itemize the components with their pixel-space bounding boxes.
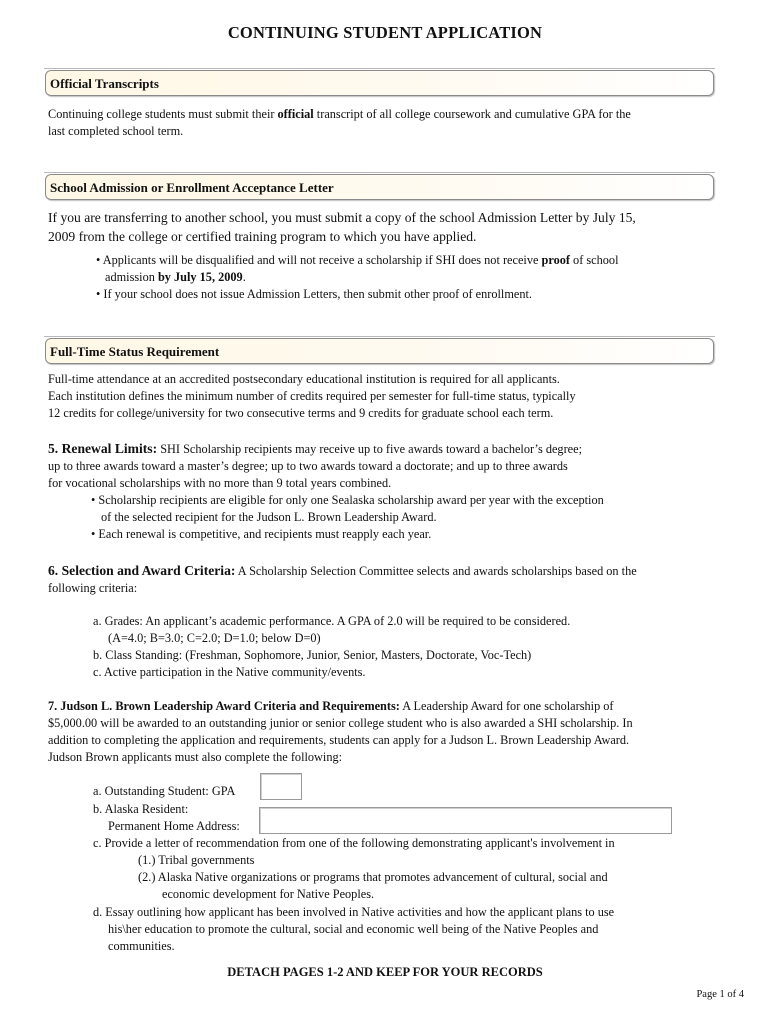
requirement-d: d. Essay outlining how applicant has been involved in Native activities and how the applicant plans to use — [93, 905, 615, 919]
selection-heading: 6. Selection and Award Criteria: — [48, 563, 236, 578]
section-header-admission — [45, 174, 714, 200]
section-heading: School Admission or Enrollment Acceptance Letter — [50, 180, 334, 195]
transcripts-paragraph: Continuing college students must submit their official transcript of all college coursework and cumulative GPA for the last completed school term. — [48, 107, 631, 138]
detach-note: DETACH PAGES 1-2 AND KEEP FOR YOUR RECORDS — [227, 965, 543, 979]
requirement-c: c. Provide a letter of recommendation from one of the following demonstrating applicant's involvement in — [93, 836, 615, 850]
section-heading: Full-Time Status Requirement — [50, 344, 220, 359]
page-number: Page 1 of 4 — [696, 989, 744, 1000]
requirement-c-2-cont: economic development for Native Peoples. — [162, 887, 375, 901]
criteria-c: c. Active participation in the Native community/events. — [93, 665, 366, 679]
section-header-transcripts — [45, 70, 714, 96]
gpa-label: a. Outstanding Student: GPA — [93, 784, 236, 798]
criteria-a-cont: (A=4.0; B=3.0; C=2.0; D=1.0; below D=0) — [108, 631, 321, 645]
judson-paragraph: 7. Judson L. Brown Leadership Award Criteria and Requirements: A Leadership Award for one scholarship of $5,000.00 will be awarded to an outstanding junior or senior college student who is also awarded a SHI scholarship. In addition to completing the application and requirements, students can apply for a Judson L. Brown Leadership Award. Judson Brown applicants must also complete the following: — [48, 699, 633, 764]
renewal-paragraph: 5. Renewal Limits: SHI Scholarship recipients may receive up to five awards toward a bachelor’s degree; up to three awards toward a master’s degree; up to two awards toward a doctorate; and up to three awards for vocational scholarships with no more than 9 total years combined. — [48, 441, 583, 490]
section-heading: Official Transcripts — [50, 76, 159, 91]
admission-bullet-1-cont: admission by July 15, 2009. — [105, 270, 246, 284]
criteria-a: a. Grades: An applicant’s academic performance. A GPA of 2.0 will be required to be considered. — [93, 614, 571, 628]
criteria-b: b. Class Standing: (Freshman, Sophomore, Junior, Senior, Masters, Doctorate, Voc-Tech) — [93, 648, 532, 662]
gpa-input[interactable] — [260, 773, 302, 800]
requirement-d-cont2: communities. — [108, 939, 175, 953]
admission-bullet-1: • Applicants will be disqualified and will not receive a scholarship if SHI does not receive proof of school — [96, 253, 619, 267]
fulltime-paragraph: Full-time attendance at an accredited postsecondary educational institution is required for all applicants. Each institution defines the minimum number of credits required per semester for full-time status, typically 12 credits for college/university for two consecutive terms and 9 credits for graduate school each term. — [48, 372, 576, 420]
judson-heading: 7. Judson L. Brown Leadership Award Criteria and Requirements: — [48, 699, 400, 713]
renewal-bullet-2: • Each renewal is competitive, and recipients must reapply each year. — [91, 527, 432, 541]
requirement-c-1: (1.) Tribal governments — [138, 853, 255, 867]
renewal-bullet-1: • Scholarship recipients are eligible for only one Sealaska scholarship award per year with the exception — [91, 493, 604, 507]
requirement-d-cont: his\her education to promote the cultural, social and economic well being of the Native Peoples and — [108, 922, 599, 936]
alaska-resident-label: b. Alaska Resident: — [93, 802, 189, 816]
home-address-input[interactable] — [259, 807, 672, 834]
section-header-fulltime — [45, 338, 714, 364]
requirement-c-2: (2.) Alaska Native organizations or programs that promotes advancement of cultural, social and — [138, 870, 608, 884]
admission-bullet-2: • If your school does not issue Admission Letters, then submit other proof of enrollment. — [96, 287, 532, 301]
renewal-heading: 5. Renewal Limits: — [48, 441, 158, 456]
page-title: CONTINUING STUDENT APPLICATION — [227, 23, 543, 42]
selection-paragraph: 6. Selection and Award Criteria: A Scholarship Selection Committee selects and awards scholarships based on the following criteria: — [48, 563, 637, 595]
home-address-label: Permanent Home Address: — [108, 819, 240, 833]
renewal-bullet-1-cont: of the selected recipient for the Judson L. Brown Leadership Award. — [101, 510, 437, 524]
admission-paragraph: If you are transferring to another school, you must submit a copy of the school Admission Letter by July 15, 2009 from the college or certified training program to which you have applied. — [48, 210, 636, 244]
